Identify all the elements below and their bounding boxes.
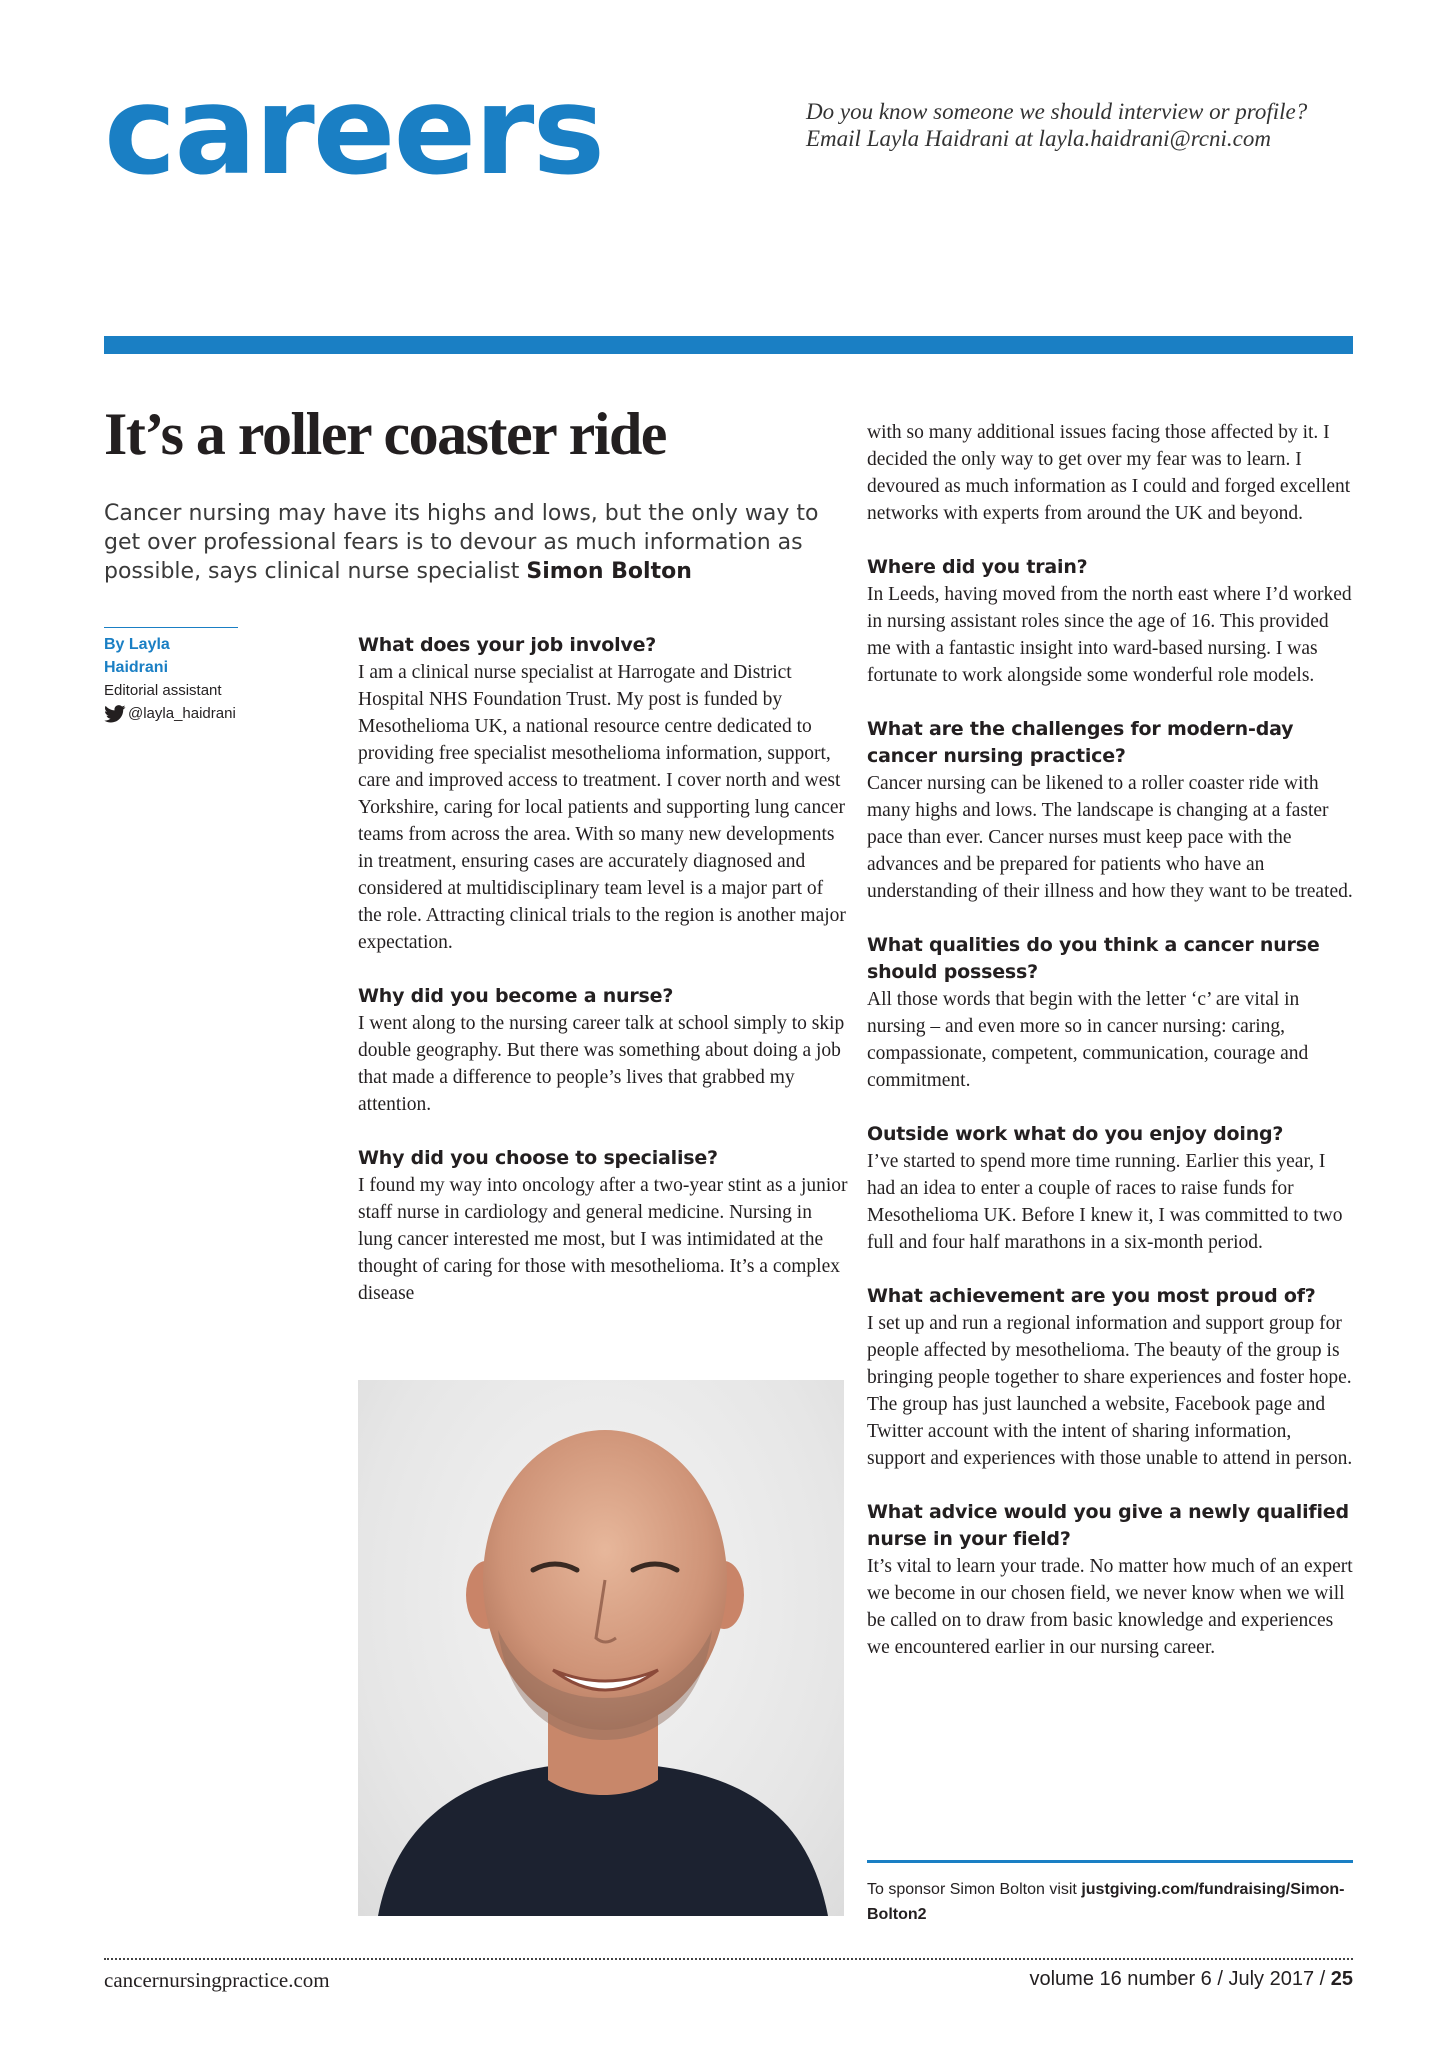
qa-question: Where did you train? xyxy=(867,556,1088,578)
footer-divider xyxy=(104,1958,1353,1960)
footer-issue xyxy=(1029,1968,1353,1991)
sponsor-link[interactable]: justgiving.com/fundraising/Simon-Bolton2 xyxy=(867,1881,1345,1923)
column-1 xyxy=(358,632,848,1334)
section-title: careers xyxy=(104,60,604,202)
qa-answer: I set up and run a regional information and support group for people affected by mesothelioma. The beauty of the group is bringing people together to share experiences and foster hope. The group has just launched a website, Facebook page and Twitter account with the intent of sharing information, support and experiences with those unable to attend in person. xyxy=(867,1313,1353,1469)
contact-line-1: Do you know someone we should interview or profile? xyxy=(806,99,1308,124)
qa-challenges xyxy=(867,716,1353,905)
qa-question: What qualities do you think a cancer nurse should possess? xyxy=(867,934,1320,983)
qa-answer: I found my way into oncology after a two-year stint as a junior staff nurse in cardiology and general medicine. Nursing in lung cancer interested me most, but I was intimidated at the thought of caring for those with mesothelioma. It’s a complex disease xyxy=(358,1175,848,1304)
qa-achievement xyxy=(867,1283,1353,1472)
qa-question: What advice would you give a newly qualified nurse in your field? xyxy=(867,1501,1349,1550)
footer-website[interactable]: cancernursingpractice.com xyxy=(104,1968,330,1992)
sponsor-text: To sponsor Simon Bolton visit xyxy=(867,1881,1082,1898)
qa-question: What achievement are you most proud of? xyxy=(867,1285,1316,1307)
byline-twitter[interactable] xyxy=(104,702,238,725)
qa-outside-work xyxy=(867,1121,1353,1256)
standfirst-name: Simon Bolton xyxy=(526,559,692,584)
footer-issue-text: volume 16 number 6 / July 2017 / xyxy=(1029,1968,1331,1990)
qa-answer: Cancer nursing can be likened to a roller coaster ride with many highs and lows. The landscape is changing at a faster pace than ever. Cancer nurses must keep pace with the advances and be prepared for patients who have an understanding of their illness and how they want to be treated. xyxy=(867,773,1353,902)
qa-answer: All those words that begin with the letter ‘c’ are vital in nursing – and even more so in cancer nursing: caring, compassionate, competent, communication, courage and commitment. xyxy=(867,989,1309,1091)
qa-train xyxy=(867,554,1353,689)
article-headline: It’s a roller coaster ride xyxy=(104,401,666,467)
continued-answer: with so many additional issues facing those affected by it. I decided the only way to get over my fear was to learn. I devoured as much information as I could and forged excellent networks with experts from around the UK and beyond. xyxy=(867,422,1351,524)
article-standfirst xyxy=(104,499,824,586)
qa-answer: It’s vital to learn your trade. No matter how much of an expert we become in our chosen field, we never know when we will be called on to draw from basic knowledge and experiences we encountered earlier in our nursing career. xyxy=(867,1556,1353,1658)
qa-advice xyxy=(867,1499,1353,1661)
qa-answer: I went along to the nursing career talk at school simply to skip double geography. But there was something about doing a job that made a difference to people’s lives that grabbed my attention. xyxy=(358,1013,845,1115)
qa-answer: I am a clinical nurse specialist at Harrogate and District Hospital NHS Foundation Trust. My post is funded by Mesothelioma UK, a national resource centre dedicated to providing free specialist mesothelioma information, support, care and improved access to treatment. I cover north and west Yorkshire, caring for local patients and supporting lung cancer teams from across the area. With so many new developments in treatment, ensuring cases are accurately diagnosed and considered at multidisciplinary team level is a major part of the role. Attracting clinical trials to the region is another major expectation. xyxy=(358,662,846,953)
portrait-illustration xyxy=(358,1380,844,1916)
qa-question: What does your job involve? xyxy=(358,634,657,656)
byline-handle: @layla_haidrani xyxy=(128,705,236,722)
qa-question: What are the challenges for modern-day cancer nursing practice? xyxy=(867,718,1294,767)
qa-answer: In Leeds, having moved from the north east where I’d worked in nursing assistant roles since the age of 16. This provided me with a fantastic insight into ward-based nursing. I was fortunate to work alongside some wonderful role models. xyxy=(867,584,1352,686)
qa-job xyxy=(358,632,848,956)
column-2 xyxy=(867,419,1353,1688)
contact-line-2: Email Layla Haidrani at layla.haidrani@rcni.com xyxy=(806,126,1271,151)
qa-answer: I’ve started to spend more time running. Earlier this year, I had an idea to enter a couple of races to raise funds for Mesothelioma UK. Before I knew it, I was committed to two full and four half marathons in a six-month period. xyxy=(867,1151,1343,1253)
standfirst-text: Cancer nursing may have its highs and lows, but the only way to get over professional fears is to devour as much information as possible, says clinical nurse specialist xyxy=(104,501,819,584)
portrait-photo xyxy=(358,1380,844,1916)
qa-specialise xyxy=(358,1145,848,1307)
byline-role: Editorial assistant xyxy=(104,682,222,699)
twitter-bird-icon xyxy=(104,705,126,723)
qa-question: Outside work what do you enjoy doing? xyxy=(867,1123,1284,1145)
page-number: 25 xyxy=(1330,1968,1353,1990)
byline xyxy=(104,627,238,725)
qa-qualities xyxy=(867,932,1353,1094)
qa-question: Why did you choose to specialise? xyxy=(358,1147,718,1169)
sponsor-note xyxy=(867,1860,1353,1927)
qa-become-nurse xyxy=(358,983,848,1118)
column-2-continuation xyxy=(867,419,1353,527)
byline-author: By Layla Haidrani xyxy=(104,636,170,676)
contact-note xyxy=(806,98,1346,152)
qa-question: Why did you become a nurse? xyxy=(358,985,674,1007)
header-rule xyxy=(104,336,1353,354)
